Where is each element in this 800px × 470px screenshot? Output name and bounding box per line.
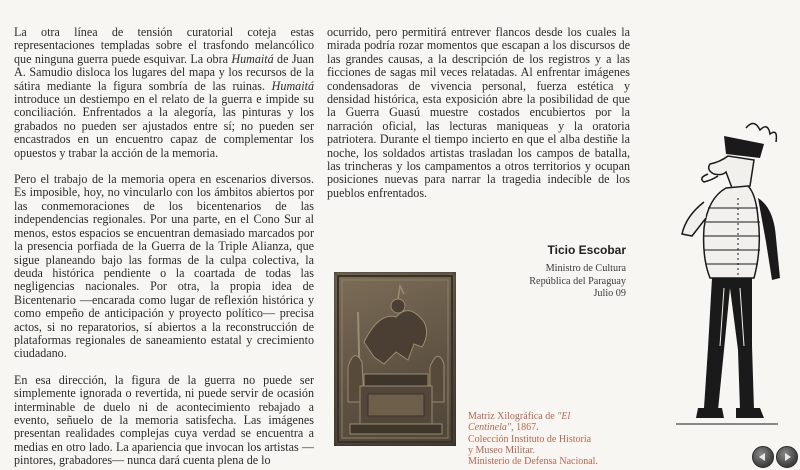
caption-line-4: Ministerio de Defensa Nacional. <box>468 456 598 468</box>
middle-paragraph-1: ocurrido, pero permitirá entrever flancos desde los cuales la mirada podría rozar momentos que escapan a los discursos de las grandes causas, a la descripción de los registros y a las ficciones de sagas mil veces relatadas. Al enfrentar imágenes condensadoras de vivencia personal, fuerza estética y densidad histórica, esta exposición abre la posibilidad de que la Guerra Guasú muestre costados encubiertos por la narración oficial, las lecturas maniqueas y la oratoria patriotera. Durante el tiempo incierto en que el alba destiñe la noche, los soldados artistas trasladan los campos de batalla, las trincheras y los campamentos a otros territorios y ocupan posiciones nuevas para narrar la tragedia indecible de los pueblos enfrentados. <box>327 25 630 200</box>
arrow-right-icon <box>785 453 791 461</box>
previous-page-button[interactable] <box>752 446 774 468</box>
next-page-button[interactable] <box>776 446 798 468</box>
left-paragraph-3: En esa dirección, la figura de la guerra no puede ser simplemente ignorada o revertida, ni puede servir de ocasión interminable de duelo ni de acontecimiento rebajado a evento, señuelo de la memoria satisfecha. Las imágenes presentan realidades complejas cuya verdad se encuentra a medias en otro lado. La apariencia que invocan los artistas —pintores, grabadores— nunca dará cuenta plena de lo <box>14 372 314 468</box>
signature-title: Ministro de Cultura <box>545 263 626 274</box>
signature-country: República del Paraguay <box>529 275 626 287</box>
caption-line-1: Matriz Xilográfica de "El Centinela", 1867. <box>468 411 571 434</box>
middle-column <box>327 26 630 200</box>
left-paragraph-1: La otra línea de tensión curatorial coteja estas representaciones templadas sobre el trasfondo melancólico que ninguna guerra puede esquivar. La obra Humaitá de Juan A. Samudio disloca los lugares del mapa y los recursos de la sátira mediante la figura sombría de las ruinas. Humaitá introduce un destiempo en el relato de la guerra e impide su conciliación. Enfrentados a la alegoría, las pinturas y los grabados no pueden ser ajustados entre sí; no pueden ser encastrados en un encuentro capaz de complementar los opuestos y trabar la acción de la memoria. <box>14 25 314 160</box>
arrow-left-icon <box>759 453 765 461</box>
image-caption <box>468 411 618 467</box>
signature-date: Julio 09 <box>593 288 626 299</box>
left-paragraph-2: Pero el trabajo de la memoria opera en escenarios diversos. Es imposible, hoy, no vincularlo con los ámbitos abiertos por las conmemoraciones de los bicentenarios de las independencias regionales. Por una parte, en el Cono Sur al menos, estos espacios se encuentran demasiado marcados por la presencia porfiada de la Guerra de la Triple Alianza, que sigue planeando bajo las formas de la culpa colectiva, la deuda histórica pendiente o la coartada de todas las negligencias nacionales. Por otra, la propia idea de Bicentenario —encarada como lugar de reflexión histórica y como empeño de anticipación y proyecto político— precisa actos, si no reparatorios, sí abiertos a la reconstrucción de plataformas regionales de saneamiento estatal y crecimiento ciudadano. <box>14 172 314 361</box>
signature-block <box>529 243 626 301</box>
soldier-drawing <box>668 118 786 438</box>
caricature-soldier-illustration <box>668 118 786 438</box>
woodcut-plate-image <box>334 272 456 446</box>
signature-name: Ticio Escobar <box>547 243 626 257</box>
caption-line-3: y Museo Militar. <box>468 444 535 456</box>
left-column <box>14 26 314 468</box>
caption-line-2: Colección Instituto de Historia <box>468 433 592 445</box>
woodcut-illustration <box>334 272 456 446</box>
